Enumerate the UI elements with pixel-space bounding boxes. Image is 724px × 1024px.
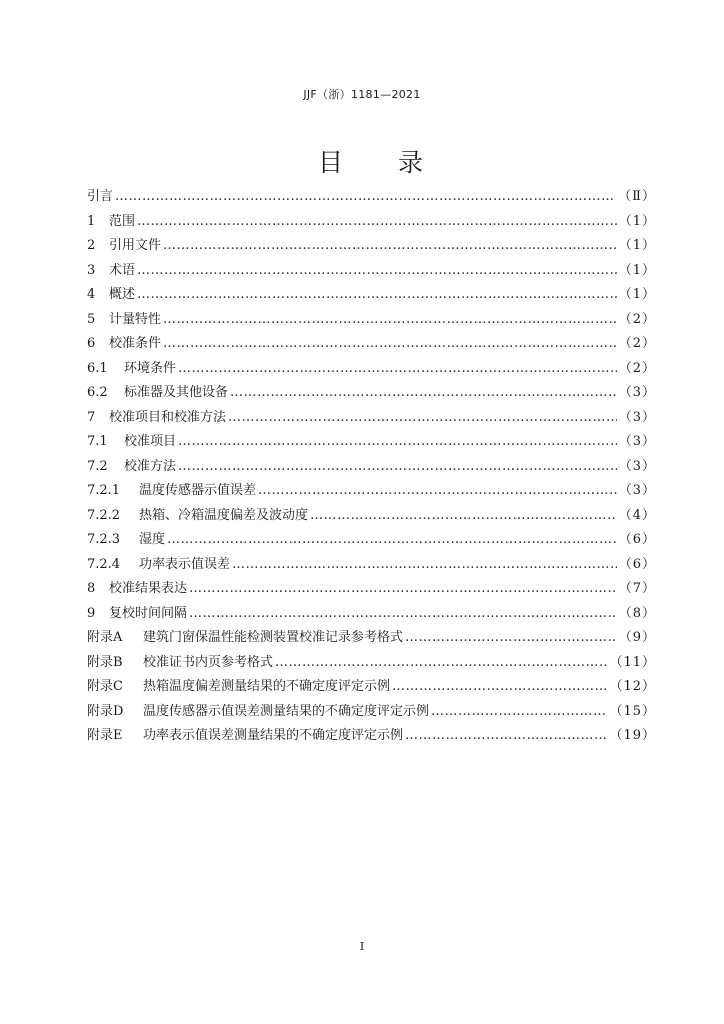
toc-entry-number: 6 <box>87 336 96 351</box>
toc-entry-label: 引言 <box>87 189 114 204</box>
toc-leader-dots <box>230 381 617 406</box>
toc-leader-dots <box>115 185 616 210</box>
toc-entry-page: （4） <box>618 507 656 523</box>
toc-entry-label: 功率表示值误差 <box>139 556 231 572</box>
toc-entry-label: 计量特性 <box>109 311 162 327</box>
toc-entry[interactable] <box>87 455 656 480</box>
toc-leader-dots <box>167 528 617 553</box>
toc-entry-page: （8） <box>618 605 656 621</box>
toc-entry-label: 校准方法 <box>124 458 177 474</box>
toc-entry-label: 湿度 <box>139 532 166 547</box>
toc-leader-dots <box>137 210 617 235</box>
toc-entry-page: （3） <box>618 409 656 425</box>
toc-entry-number: 附录B <box>87 654 123 670</box>
toc-entry[interactable] <box>87 553 656 578</box>
toc-leader-dots <box>310 504 617 529</box>
toc-entry-page: （3） <box>618 434 656 449</box>
toc-entry-number: 附录E <box>87 728 123 743</box>
toc-leader-dots <box>178 357 617 382</box>
toc-entry-number: 3 <box>87 262 96 278</box>
toc-entry-page: （3） <box>618 458 656 474</box>
toc-entry-number: 5 <box>87 311 96 327</box>
toc-entry-number: 7.2.4 <box>87 556 121 572</box>
toc-entry-page: （1） <box>618 262 656 278</box>
toc-entry[interactable] <box>87 381 656 406</box>
toc-leader-dots <box>405 626 617 651</box>
toc-entry[interactable] <box>87 479 656 504</box>
toc-entry-number: 附录D <box>87 703 124 719</box>
title-char-2: 录 <box>398 148 424 177</box>
toc-leader-dots <box>178 430 617 455</box>
page-number-footer: I <box>359 940 365 953</box>
toc-leader-dots <box>189 602 617 627</box>
toc-entry-label: 校准项目 <box>124 434 177 449</box>
toc-entry[interactable] <box>87 308 656 333</box>
toc-entry-label: 热箱、冷箱温度偏差及波动度 <box>139 507 309 523</box>
toc-entry-number: 7.1 <box>87 434 108 449</box>
toc-leader-dots <box>178 455 617 480</box>
toc-leader-dots <box>137 259 617 284</box>
toc-entry-page: （1） <box>618 238 656 253</box>
toc-entry[interactable] <box>87 602 656 627</box>
toc-entry-label: 范围 <box>109 213 136 229</box>
table-of-contents <box>87 185 656 749</box>
toc-entry-label: 热箱温度偏差测量结果的不确定度评定示例 <box>143 679 391 694</box>
toc-entry[interactable] <box>87 700 656 725</box>
toc-entry-page: （12） <box>609 679 656 694</box>
toc-leader-dots <box>405 724 607 749</box>
toc-entry-page: （2） <box>618 336 656 351</box>
toc-leader-dots <box>189 577 617 602</box>
toc-entry[interactable] <box>87 234 656 259</box>
toc-entry-page: （6） <box>618 556 656 572</box>
toc-entry-label: 环境条件 <box>124 360 177 376</box>
toc-entry-page: （3） <box>618 385 656 400</box>
toc-entry-label: 温度传感器示值误差 <box>139 483 257 498</box>
toc-entry-label: 校准项目和校准方法 <box>109 409 227 425</box>
toc-entry-page: （2） <box>618 360 656 376</box>
toc-entry-label: 功率表示值误差测量结果的不确定度评定示例 <box>143 728 404 743</box>
title-char-1: 目 <box>318 148 344 177</box>
toc-entry-page: （6） <box>618 532 656 547</box>
toc-entry-number: 4 <box>87 287 96 302</box>
toc-entry-label: 术语 <box>109 262 136 278</box>
toc-entry[interactable] <box>87 528 656 553</box>
toc-entry[interactable] <box>87 185 656 210</box>
toc-entry[interactable] <box>87 357 656 382</box>
toc-entry-number: 7.2.3 <box>87 532 121 547</box>
document-code-header: JJF（浙）1181—2021 <box>303 88 421 101</box>
toc-leader-dots <box>137 283 617 308</box>
toc-entry[interactable] <box>87 406 656 431</box>
toc-entry-number: 7.2.2 <box>87 507 121 523</box>
toc-entry-page: （1） <box>618 213 656 229</box>
toc-entry[interactable] <box>87 724 656 749</box>
toc-entry-label: 校准条件 <box>109 336 162 351</box>
toc-entry-number: 2 <box>87 238 96 253</box>
toc-entry-label: 校准结果表达 <box>109 581 188 596</box>
toc-leader-dots <box>163 308 617 333</box>
toc-entry[interactable] <box>87 651 656 676</box>
toc-leader-dots <box>258 479 617 504</box>
toc-entry-number: 附录A <box>87 630 123 645</box>
toc-entry-page: （15） <box>609 703 656 719</box>
toc-entry[interactable] <box>87 504 656 529</box>
toc-entry-label: 引用文件 <box>109 238 162 253</box>
toc-entry-page: （1） <box>618 287 656 302</box>
toc-leader-dots <box>163 332 617 357</box>
toc-entry-page: （19） <box>609 728 656 743</box>
toc-entry-label: 温度传感器示值误差测量结果的不确定度评定示例 <box>143 703 430 719</box>
toc-entry-number: 7.2 <box>87 458 108 474</box>
toc-entry-page: （2） <box>618 311 656 327</box>
toc-entry[interactable] <box>87 332 656 357</box>
toc-entry-number: 8 <box>87 581 96 596</box>
toc-leader-dots <box>163 234 617 259</box>
toc-entry-label: 标准器及其他设备 <box>124 385 229 400</box>
toc-entry[interactable] <box>87 430 656 455</box>
toc-entry[interactable] <box>87 283 656 308</box>
toc-entry-page: （9） <box>618 630 656 645</box>
toc-leader-dots <box>228 406 617 431</box>
toc-entry-number: 9 <box>87 605 96 621</box>
toc-entry-label: 建筑门窗保温性能检测装置校准记录参考格式 <box>143 630 404 645</box>
toc-leader-dots <box>232 553 617 578</box>
toc-entry-number: 1 <box>87 213 96 229</box>
toc-entry-number: 6.2 <box>87 385 108 400</box>
toc-leader-dots <box>431 700 607 725</box>
toc-entry-number: 6.1 <box>87 360 108 376</box>
toc-leader-dots <box>392 675 607 700</box>
toc-entry[interactable] <box>87 626 656 651</box>
toc-entry[interactable] <box>87 577 656 602</box>
toc-entry-number: 附录C <box>87 679 123 694</box>
toc-entry-label: 概述 <box>109 287 136 302</box>
toc-entry-page: （11） <box>609 654 656 670</box>
toc-entry-label: 复校时间间隔 <box>109 605 188 621</box>
toc-entry-page: （3） <box>618 483 656 498</box>
toc-entry-label: 校准证书内页参考格式 <box>143 654 274 670</box>
toc-entry-number: 7.2.1 <box>87 483 121 498</box>
toc-entry-page: （7） <box>618 581 656 596</box>
toc-entry-page: （Ⅱ） <box>618 189 656 204</box>
toc-entry[interactable] <box>87 259 656 284</box>
toc-entry[interactable] <box>87 675 656 700</box>
toc-entry-number: 7 <box>87 409 96 425</box>
toc-entry[interactable] <box>87 210 656 235</box>
toc-leader-dots <box>275 651 607 676</box>
